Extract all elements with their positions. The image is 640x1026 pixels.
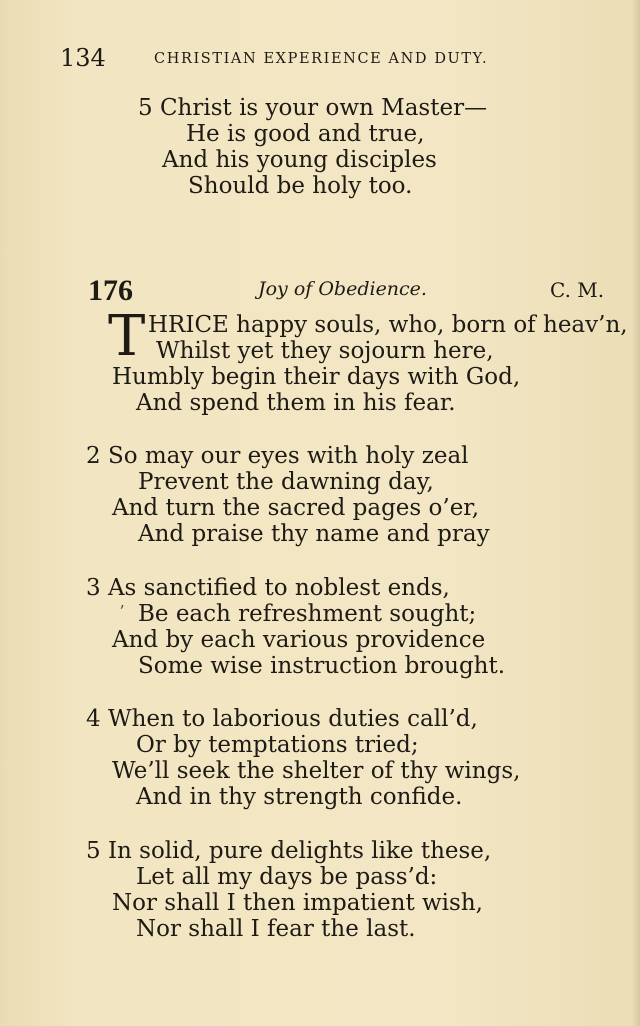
verse-line: Nor shall I fear the last. bbox=[136, 916, 416, 942]
verse-line: Whilst yet they sojourn here, bbox=[156, 338, 494, 364]
verse-line: 2 So may our eyes with holy zeal bbox=[86, 443, 469, 469]
verse-line: He is good and true, bbox=[186, 121, 425, 147]
drop-cap: T bbox=[108, 304, 146, 369]
verse-line: 5 In solid, pure delights like these, bbox=[86, 838, 492, 864]
verse-line: And praise thy name and pray bbox=[138, 521, 490, 547]
verse-line: 5 Christ is your own Master— bbox=[138, 95, 488, 121]
verse-line: And spend them in his fear. bbox=[136, 390, 456, 416]
verse-line: Be each refreshment sought; bbox=[138, 601, 477, 627]
page-edge-shadow bbox=[632, 0, 640, 1026]
running-title: CHRISTIAN EXPERIENCE AND DUTY. bbox=[154, 51, 489, 67]
printer-mark: ʼ bbox=[119, 602, 125, 621]
verse-line: HRICE happy souls, who, born of heav’n, bbox=[148, 312, 628, 338]
hymn-meter: C. M. bbox=[550, 278, 605, 302]
verse-line: 4 When to laborious duties call’d, bbox=[86, 706, 478, 732]
verse-line: And in thy strength confide. bbox=[136, 784, 463, 810]
verse-line: Prevent the dawning day, bbox=[138, 469, 434, 495]
page-number: 134 bbox=[60, 44, 106, 72]
verse-line: Humbly begin their days with God, bbox=[112, 364, 521, 390]
verse-line: Or by temptations tried; bbox=[136, 732, 419, 758]
verse-line: And by each various providence bbox=[112, 627, 486, 653]
hymn-title: Joy of Obedience. bbox=[258, 278, 427, 300]
hymn-number: 176 bbox=[88, 274, 133, 307]
verse-line: Nor shall I then impatient wish, bbox=[112, 890, 483, 916]
verse-line: Should be holy too. bbox=[188, 173, 413, 199]
hymn-heading bbox=[88, 274, 618, 308]
verse-line: 3 As sanctified to noblest ends, bbox=[86, 575, 450, 601]
verse-line: Some wise instruction brought. bbox=[138, 653, 506, 679]
verse-line: Let all my days be pass’d: bbox=[136, 864, 438, 890]
page-header bbox=[60, 44, 640, 74]
verse-line: We’ll seek the shelter of thy wings, bbox=[112, 758, 521, 784]
verse-line: And turn the sacred pages o’er, bbox=[112, 495, 480, 521]
verse-line: And his young disciples bbox=[162, 147, 437, 173]
